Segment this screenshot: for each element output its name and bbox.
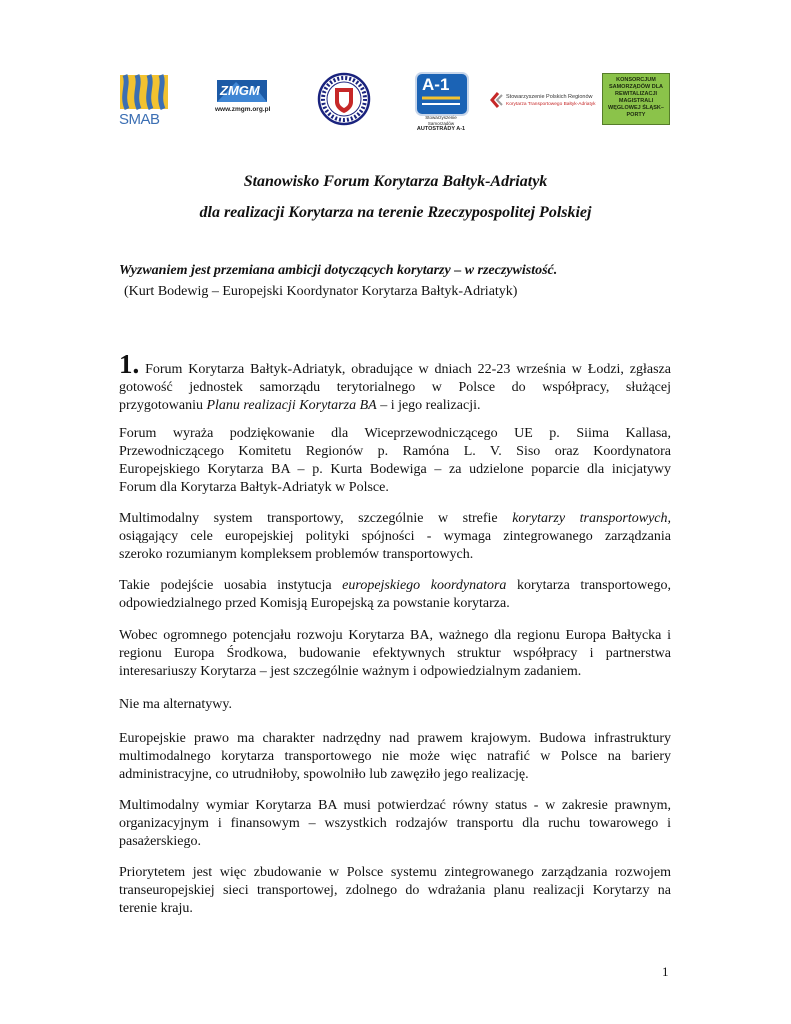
text-span: korytarza transportowego, xyxy=(506,578,671,593)
paragraph-6 xyxy=(119,696,671,714)
paragraph-3 xyxy=(119,510,671,564)
paragraph-line: gotowość jednostek samorządu terytorialnego w Polsce do współpracy, służącej xyxy=(119,380,671,395)
paragraph-line: regionu Europa Środkowa, budowanie efektywnych struktur współpracy i partnerstwa xyxy=(119,646,671,661)
paragraph-line: interesariuszy Korytarza – jest szczególnie ważnym i odpowiedzialnym zadaniem. xyxy=(119,664,582,679)
paragraph-5 xyxy=(119,627,671,681)
a1-caption-line2: AUTOSTRADY A-1 xyxy=(416,126,466,132)
logo-strip xyxy=(112,68,682,132)
paragraph-line: pasażerskiego. xyxy=(119,834,202,849)
a1-caption-line1: Stowarzyszenie Samorządów xyxy=(425,115,457,126)
paragraph-2 xyxy=(119,425,671,497)
paragraph-8 xyxy=(119,797,671,851)
paragraph-1 xyxy=(119,349,671,415)
smab-logo xyxy=(117,73,173,129)
paragraph-line: Wobec ogromnego potencjału rozwoju Korytarza BA, ważnego dla regionu Europa Bałtycka i xyxy=(119,628,671,643)
a1-road-icon xyxy=(412,70,470,114)
motto-quote: Wyzwaniem jest przemiana ambicji dotyczących korytarzy – w rzeczywistość. xyxy=(119,263,558,278)
a1-caption xyxy=(412,115,470,133)
zmgm-logo xyxy=(214,76,274,124)
smab-emblem-icon xyxy=(117,73,173,113)
text-span: Multimodalny system transportowy, szczególnie w strefie xyxy=(119,511,513,526)
seal-emblem-icon xyxy=(317,72,371,126)
page-number: 1 xyxy=(662,964,669,979)
smab-logo-text: SMAB xyxy=(119,111,160,128)
paragraph-line xyxy=(119,510,671,528)
paragraph-line: odpowiedzialnego przed Komisją Europejską za powstanie korytarza. xyxy=(119,596,510,611)
paragraph-line: Nie ma alternatywy. xyxy=(119,697,232,712)
sspr-logo xyxy=(490,92,598,112)
title-line2: dla realizacji Korytarza na terenie Rzeczypospolitej Polskiej xyxy=(199,204,592,221)
zmgm-url: www.zmgm.org.pl xyxy=(215,106,271,113)
paragraph-line xyxy=(119,349,671,379)
section-number: 1. xyxy=(119,349,140,379)
paragraph-line: Forum wyraża podziękowanie dla Wiceprzewodniczącego UE p. Siima Kallasa, xyxy=(119,426,671,441)
paragraph-line: osiągający cele europejskiej polityki spójności - wymaga zintegrowanego zarządzania xyxy=(119,529,671,544)
konsorcjum-logo xyxy=(602,73,670,125)
italic-span: europejskiego koordynatora xyxy=(342,578,507,593)
italic-span: Planu realizacji Korytarza BA xyxy=(206,398,377,413)
paragraph-line: administracyjne, co utrudniłoby, spowolniło lub zawęziło jego realizację. xyxy=(119,767,529,782)
sspr-line2: Korytarza Transportowego Bałtyk-Adriatyk xyxy=(506,102,596,107)
paragraph-line: Priorytetem jest więc zbudowanie w Polsce systemu zintegrowanego zarządzania rozwojem xyxy=(119,865,671,880)
paragraph-line: multimodalnego korytarza transportowego nie może więc natrafić w Polsce na bariery xyxy=(119,749,671,764)
association-seal xyxy=(317,72,371,126)
italic-span: korytarzy transportowych, xyxy=(512,511,672,526)
text-span: Takie podejście uosabia instytucja xyxy=(119,578,343,593)
paragraph-line: Europejskiego Korytarza BA – p. Kurta Bodewiga – za udzielone poparcie dla inicjatywy xyxy=(119,462,671,477)
paragraph-line: Przewodniczącego Komitetu Regionów p. Ramóna L. V. Siso oraz Koordynatora xyxy=(119,444,671,459)
paragraph-line: Europejskie prawo ma charakter nadrzędny nad prawem krajowym. Budowa infrastruktury xyxy=(119,731,671,746)
paragraph-7 xyxy=(119,730,671,784)
paragraph-line xyxy=(119,577,671,595)
sspr-text xyxy=(506,94,596,108)
title-line1: Stanowisko Forum Korytarza Bałtyk-Adriatyk xyxy=(243,173,548,190)
paragraph-line: transeuropejskiej sieci transportowej, zdolnego do wdrażania planu realizacji Korytarzy na xyxy=(119,883,671,898)
paragraph-line: Forum dla Korytarza Bałtyk-Adriatyk w Polsce. xyxy=(119,480,389,495)
a1-logo-text: A-1 xyxy=(422,75,450,94)
motto-source: (Kurt Bodewig – Europejski Koordynator Korytarza Bałtyk-Adriatyk) xyxy=(124,284,518,299)
paragraph-9 xyxy=(119,864,671,918)
text-span: Forum Korytarza Bałtyk-Adriatyk, obradujące w dniach 22-23 września w Łodzi, zgłasza xyxy=(139,362,671,377)
paragraph-line: szeroko rozumianym kompleksem problemów transportowych. xyxy=(119,547,474,562)
paragraph-line: Multimodalny wymiar Korytarza BA musi potwierdzać równy status - w zakresie prawnym, xyxy=(119,798,671,813)
paragraph-4 xyxy=(119,577,671,613)
text-span: – i jego realizacji. xyxy=(376,398,481,413)
sspr-arrow-icon xyxy=(490,92,504,108)
paragraph-line: terenie kraju. xyxy=(119,901,193,916)
zmgm-logo-text: ZMGM xyxy=(220,83,260,98)
paragraph-line: organizacyjnym i finansowym – wszystkich rodzajów transportu dla ruchu towarowego i xyxy=(119,816,671,831)
text-span: przygotowaniu xyxy=(119,398,207,413)
konsorcjum-text: KONSORCJUM SAMORZĄDÓW DLA REWITALIZACJI MAGISTRALI WĘGLOWEJ ŚLĄSK–PORTY xyxy=(608,77,664,118)
paragraph-line xyxy=(119,397,671,415)
sspr-line1: Stowarzyszenie Polskich Regionów xyxy=(506,94,593,100)
a1-logo xyxy=(412,70,470,130)
